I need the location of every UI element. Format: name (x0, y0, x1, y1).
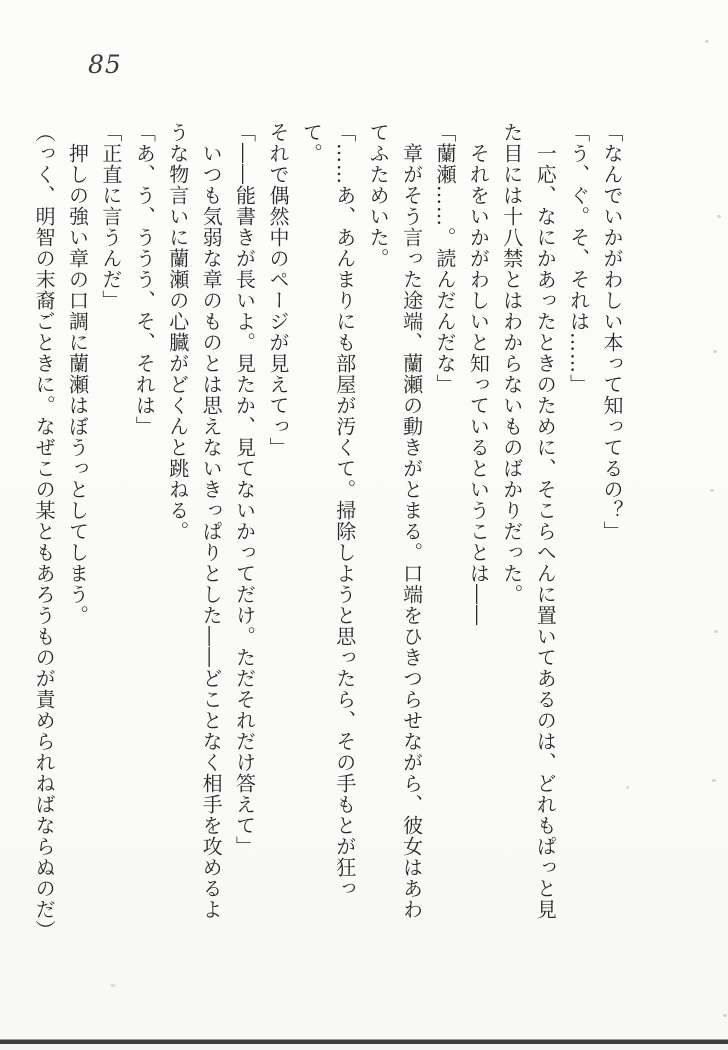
text-column: 「――能書きが長いよ。見たか、見てないかってだけ。ただそれだけ答えて」 (232, 122, 257, 857)
text-column: 「正直に言うんだ」 (98, 122, 123, 311)
scan-speck (705, 40, 709, 43)
text-column: それをいかがわしいと知っているということは―― (466, 143, 491, 626)
text-column: （っく、明智の末裔ごときに。なぜこの某ともあろうものが責められねばならぬのだ） (32, 122, 57, 941)
text-column: 押しの強い章の口調に蘭瀬はぼうっとしてしまう。 (65, 143, 90, 626)
scan-speck (710, 489, 714, 492)
scan-speck (110, 984, 116, 987)
scan-speck (717, 215, 721, 218)
text-column: た目には十八禁とはわからないものばかりだった。 (499, 122, 524, 605)
text-column: 「あ、う、ううう、そ、それは」 (132, 122, 157, 437)
scan-speck (723, 1014, 727, 1017)
scan-speck (626, 786, 629, 789)
text-column: 「……あ、あんまりにも部屋が汚くて。掃除しようと思ったら、その手もとが狂って。 (299, 122, 357, 899)
text-column: てふためいた。 (366, 122, 391, 269)
text-column: 「なんでいかがわしい本って知ってるの？」 (600, 122, 624, 542)
scan-speck (713, 350, 717, 353)
text-column: 章がそう言った途端、蘭瀬の動きがとまる。口端をひきつらせながら、彼女はあわ (399, 143, 424, 920)
text-column: 一応、なにかあったときのために、そこらへんに置いてあるのは、どれもぱっと見 (533, 143, 558, 920)
vertical-text-block (27, 122, 628, 941)
scan-edge-below (0, 1044, 728, 1050)
page-number: 85 (88, 50, 122, 79)
scan-speck (712, 779, 716, 782)
text-column: うな物言いに蘭瀬の心臓がどくんと跳ねる。 (165, 122, 190, 542)
text-column: いつも気弱な章のものとは思えないきっぱりとした――どことなく相手を攻めるよ (199, 143, 224, 920)
text-column: 「う、ぐ。そ、それは……」 (566, 122, 591, 395)
text-column: 「蘭瀬……。読んだんだな」 (432, 122, 457, 395)
scan-speck (714, 630, 718, 633)
text-column: それで偶然中のページが見えてっ」 (265, 122, 290, 458)
